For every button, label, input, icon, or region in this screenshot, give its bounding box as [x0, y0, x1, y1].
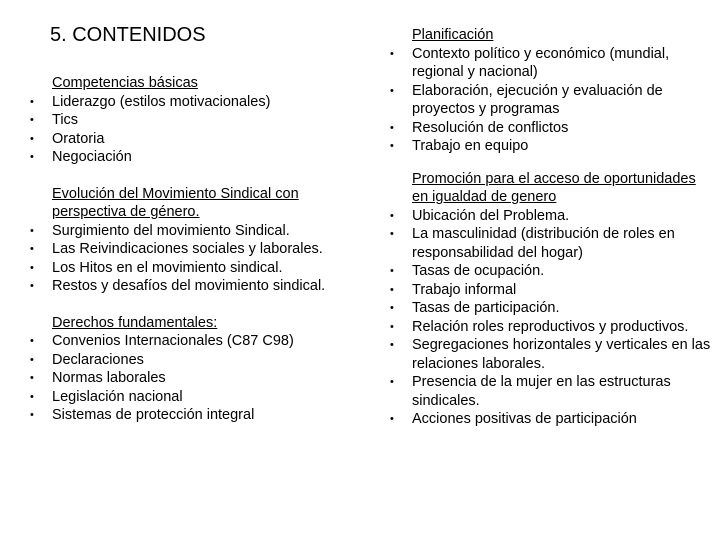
- list-item: • Convenios Internacionales (C87 C98): [30, 332, 360, 351]
- section-heading: Derechos fundamentales:: [52, 314, 218, 331]
- list-item: • Normas laborales: [30, 369, 360, 388]
- bullet-list: [30, 332, 360, 425]
- bullet-list: [30, 222, 360, 296]
- list-item: • Restos y desafíos del movimiento sindical.: [30, 277, 360, 296]
- bullet-list: [30, 93, 360, 167]
- list-item: • La masculinidad (distribución de roles en responsabilidad del hogar): [390, 225, 715, 262]
- section-planificacion: [390, 26, 715, 156]
- list-item: • Tasas de ocupación.: [390, 262, 715, 281]
- list-item: • Resolución de conflictos: [390, 119, 715, 138]
- section-heading: Evolución del Movimiento Sindical con perspectiva de género.: [52, 185, 299, 220]
- list-item: • Trabajo en equipo: [390, 137, 715, 156]
- list-item: • Declaraciones: [30, 351, 360, 370]
- list-item: • Las Reivindicaciones sociales y laborales.: [30, 240, 360, 259]
- right-column: [390, 26, 715, 443]
- list-item: • Segregaciones horizontales y verticales en las relaciones laborales.: [390, 336, 715, 373]
- list-item: • Tics: [30, 111, 360, 130]
- list-item: • Tasas de participación.: [390, 299, 715, 318]
- page-title: 5. CONTENIDOS: [50, 24, 206, 46]
- list-item: • Trabajo informal: [390, 281, 715, 300]
- section-heading: Competencias básicas: [52, 75, 198, 91]
- left-column: [30, 74, 360, 435]
- section-evolucion: [30, 185, 360, 296]
- list-item: • Ubicación del Problema.: [390, 207, 715, 226]
- list-item: • Negociación: [30, 148, 360, 167]
- section-heading: Planificación: [412, 27, 494, 43]
- list-item: • Relación roles reproductivos y productivos.: [390, 318, 715, 337]
- list-item: • Acciones positivas de participación: [390, 410, 715, 429]
- bullet-list: [390, 45, 715, 156]
- section-heading: Promoción para el acceso de oportunidades en igualdad de genero: [412, 170, 696, 205]
- list-item: • Legislación nacional: [30, 388, 360, 407]
- list-item: • Contexto político y económico (mundial, regional y nacional): [390, 45, 715, 82]
- bullet-list: [390, 207, 715, 429]
- section-promocion: [390, 170, 715, 429]
- list-item: • Presencia de la mujer en las estructuras sindicales.: [390, 373, 715, 410]
- list-item: • Oratoria: [30, 130, 360, 149]
- list-item: • Surgimiento del movimiento Sindical.: [30, 222, 360, 241]
- list-item: • Liderazgo (estilos motivacionales): [30, 93, 360, 112]
- list-item: • Los Hitos en el movimiento sindical.: [30, 259, 360, 278]
- section-derechos: [30, 314, 360, 425]
- list-item: • Elaboración, ejecución y evaluación de proyectos y programas: [390, 82, 715, 119]
- section-competencias: [30, 74, 360, 167]
- list-item: • Sistemas de protección integral: [30, 406, 360, 425]
